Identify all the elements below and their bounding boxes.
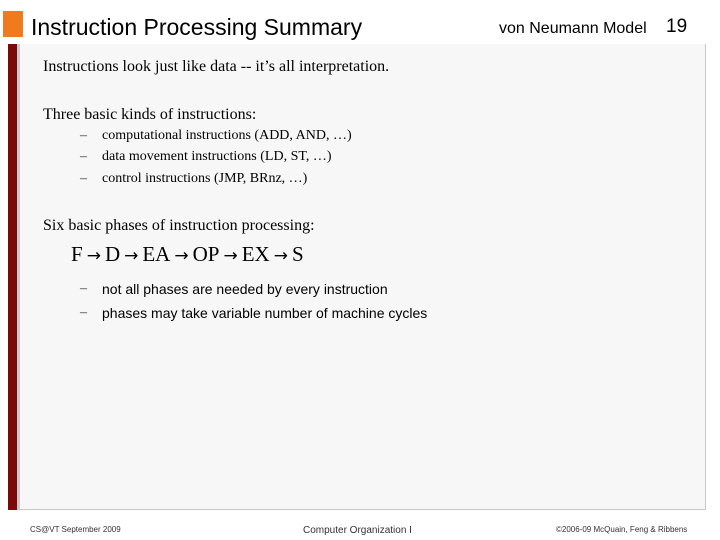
- phase-note: phases may take variable number of machine cycles: [102, 305, 428, 321]
- chapter-title: von Neumann Model: [499, 20, 647, 37]
- intro-text: Instructions look just like data -- it’s all interpretation.: [43, 58, 390, 75]
- kinds-heading: Three basic kinds of instructions:: [43, 106, 257, 123]
- bullet-dash: –: [80, 305, 87, 320]
- footer-right: ©2006-09 McQuain, Feng & Ribbens: [556, 525, 688, 534]
- bullet-dash: –: [80, 281, 87, 296]
- bullet-dash: –: [80, 171, 87, 186]
- right-arrow-icon: →: [223, 246, 238, 266]
- title-accent-square: [3, 11, 23, 37]
- kind-item: control instructions (JMP, BRnz, …): [102, 171, 308, 186]
- phase-sequence: [71, 242, 304, 267]
- right-arrow-icon: →: [86, 246, 101, 266]
- footer-center: Computer Organization I: [303, 525, 412, 536]
- phase-label: S: [291, 242, 304, 266]
- bullet-dash: –: [80, 149, 87, 164]
- phases-heading: Six basic phases of instruction processing:: [43, 217, 315, 234]
- phase-note: not all phases are needed by every instruction: [102, 281, 388, 297]
- page-number: 19: [666, 16, 688, 37]
- phase-label: F: [71, 242, 83, 266]
- phase-label: D: [104, 242, 121, 266]
- left-accent-bar: [8, 44, 17, 510]
- phase-label: OP: [192, 242, 220, 266]
- right-arrow-icon: →: [124, 246, 139, 266]
- right-arrow-icon: →: [273, 246, 288, 266]
- phase-label: EA: [142, 242, 171, 266]
- footer-left: CS@VT September 2009: [30, 525, 121, 534]
- kind-item: computational instructions (ADD, AND, …): [102, 128, 352, 143]
- kind-item: data movement instructions (LD, ST, …): [102, 149, 332, 164]
- right-arrow-icon: →: [174, 246, 189, 266]
- slide-title: Instruction Processing Summary: [31, 14, 363, 40]
- bullet-dash: –: [80, 128, 87, 143]
- phase-label: EX: [241, 242, 270, 266]
